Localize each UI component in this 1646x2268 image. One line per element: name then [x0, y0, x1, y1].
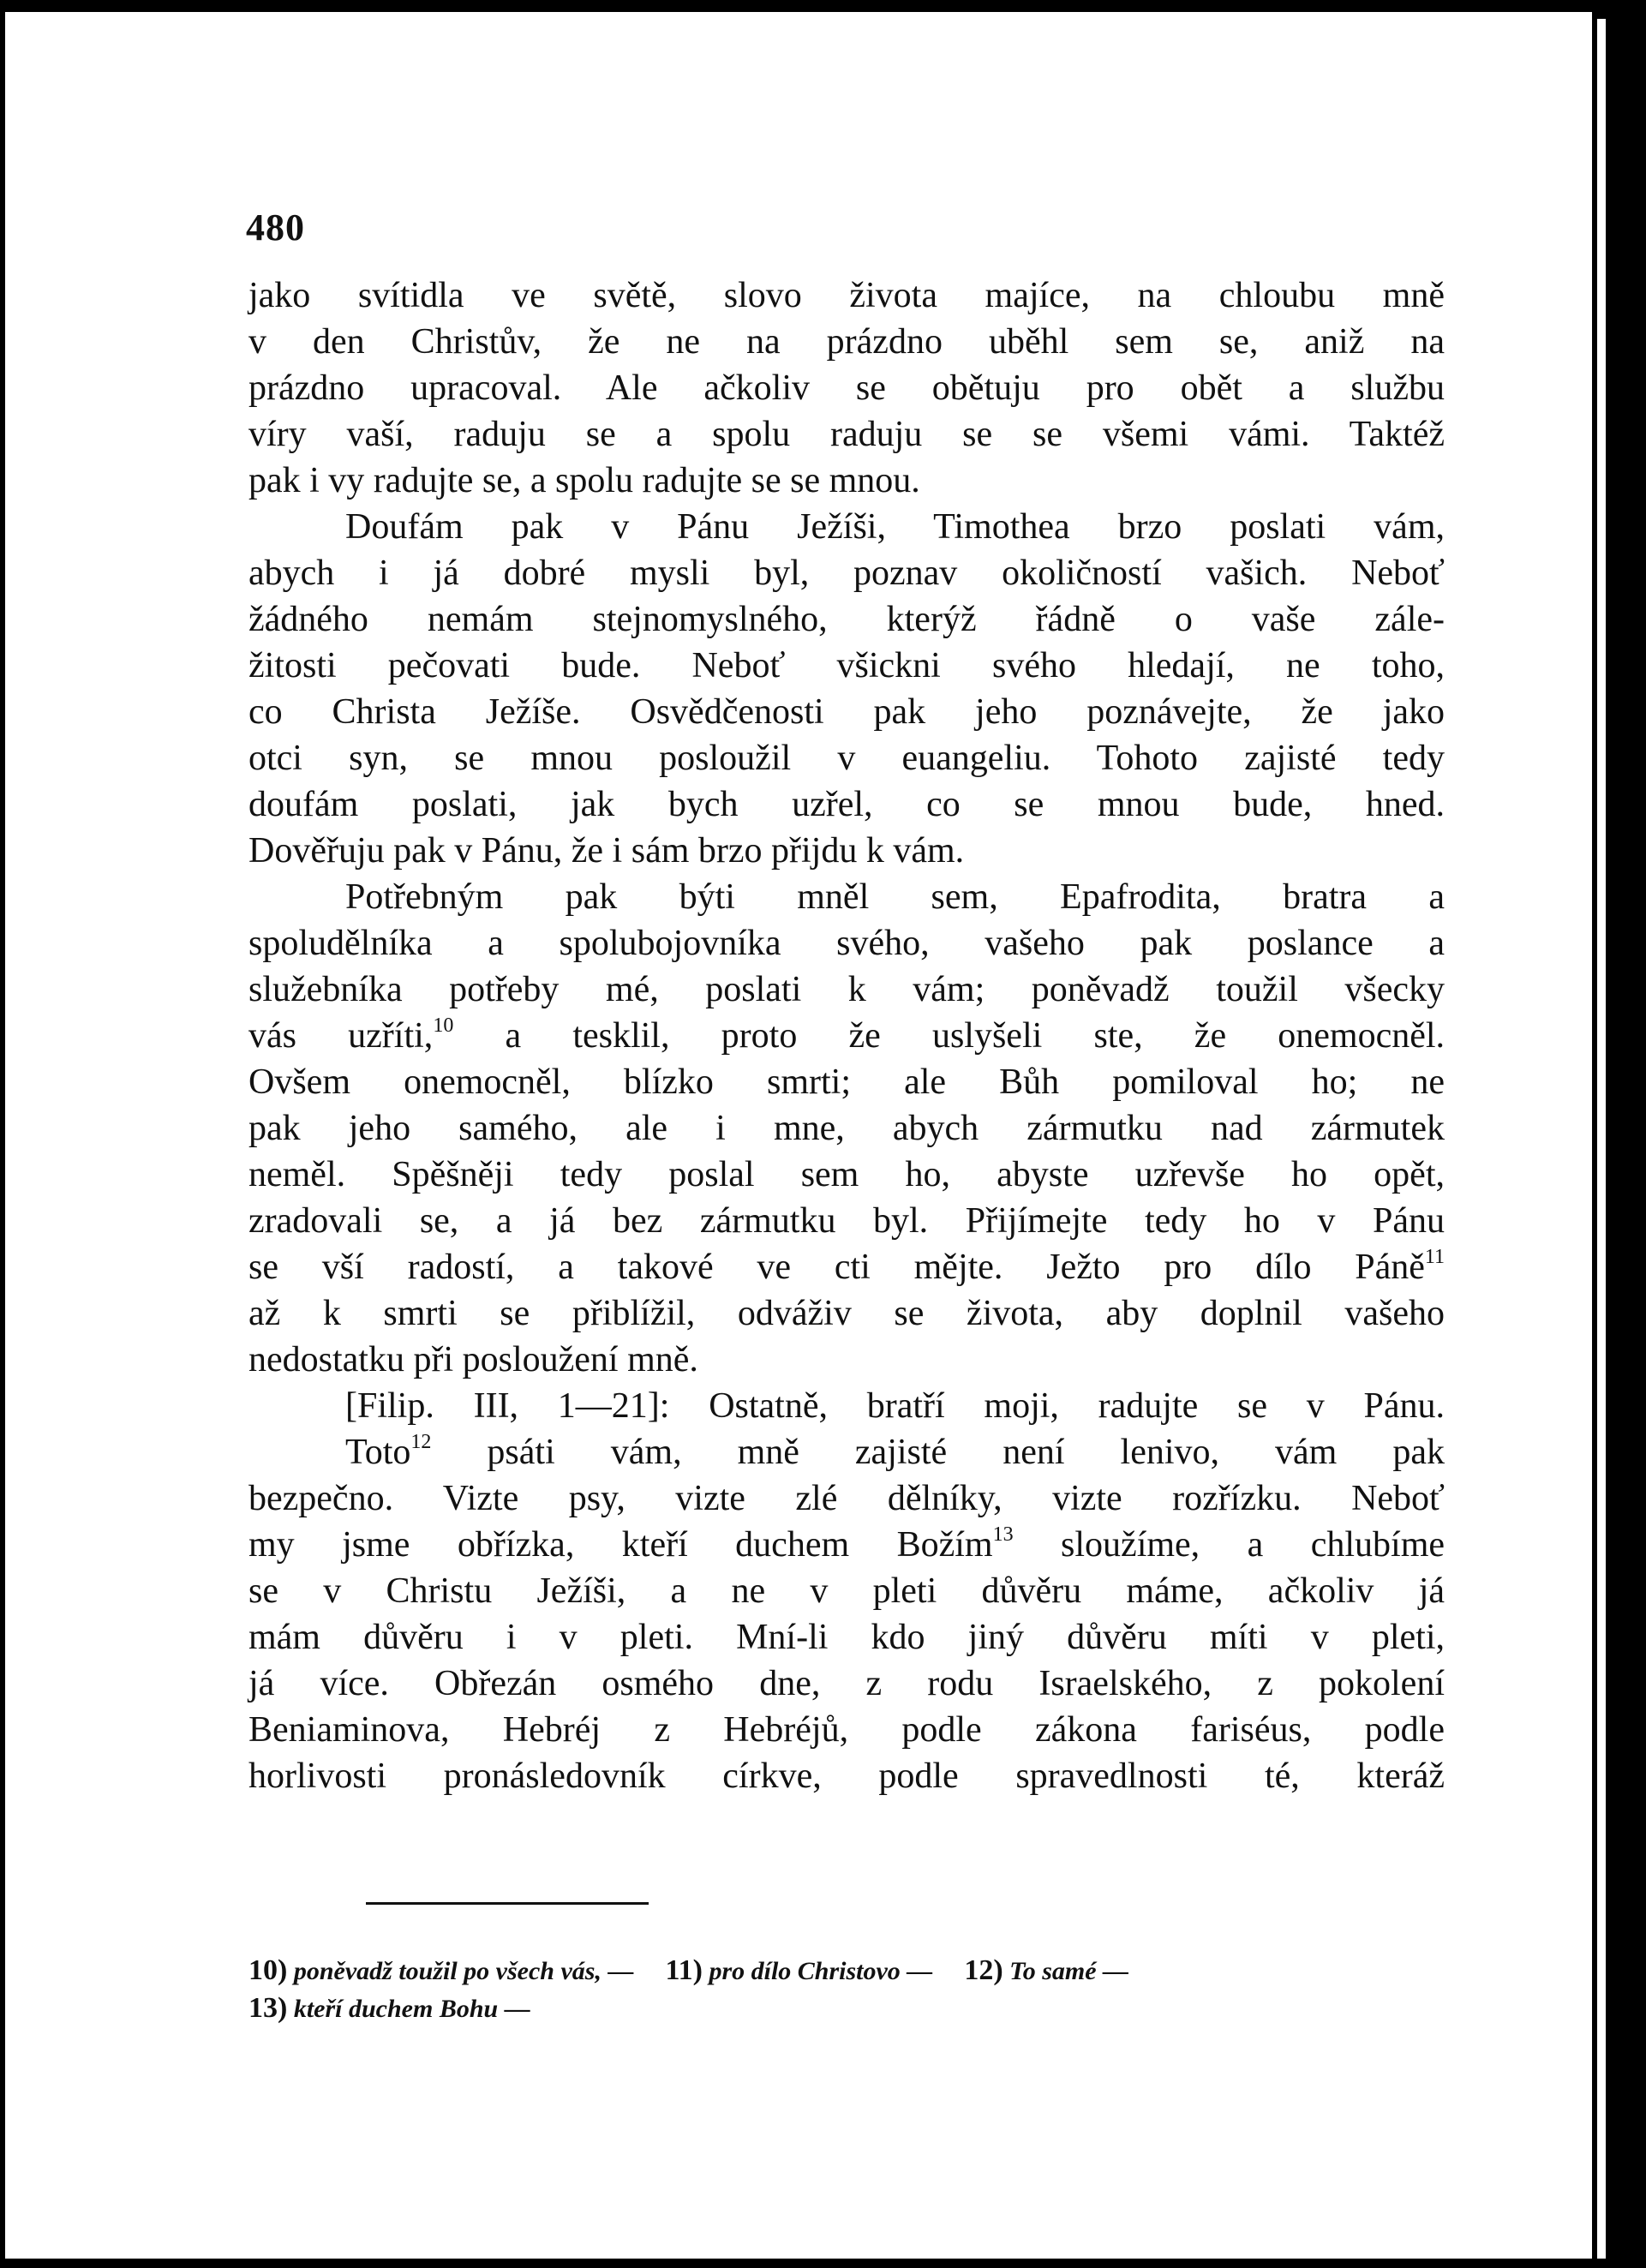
footnote-text: poněvadž toužil po všech vás, —	[293, 1957, 634, 1985]
text-line: jako svítidla ve světě, slovo života majíce, na chloubu mně	[248, 276, 1445, 315]
text-segment: a tesklil, proto že uslyšeli ste, že onemocněl.	[505, 1016, 1445, 1056]
footnote-number: 13)	[248, 1992, 288, 2024]
text-line: co Christa Ježíše. Osvědčenosti pak jeho poznávejte, že jako	[248, 692, 1445, 732]
footnote-line	[248, 1990, 1445, 2027]
footnote-text: pro dílo Christovo —	[709, 1957, 933, 1985]
text-line: neměl. Spěšněji tedy poslal sem ho, abyste uzřevše ho opět,	[248, 1155, 1445, 1194]
text-segment: sloužíme, a chlubíme	[1061, 1525, 1445, 1565]
text-line: se v Christu Ježíši, a ne v pleti důvěru máme, ačkoliv já	[248, 1571, 1445, 1611]
text-line: nedostatku při posloužení mně.	[248, 1340, 698, 1379]
footnotes	[248, 1952, 1445, 2027]
text-line	[248, 1429, 1445, 1475]
text-segment: Toto	[345, 1433, 411, 1472]
footnote-number: 11)	[665, 1954, 703, 1986]
scan-bottom-edge	[0, 2259, 1646, 2268]
scan-top-edge	[0, 0, 1646, 12]
scan-right-gap	[1597, 19, 1606, 2268]
text-line: až k smrti se přiblížil, odváživ se života, aby doplnil vašeho	[248, 1294, 1445, 1333]
text-line	[248, 1244, 1445, 1290]
text-line: Beniaminova, Hebréj z Hebréjů, podle zákona fariséus, podle	[248, 1710, 1445, 1750]
footnote-ref-13: 13	[992, 1523, 1014, 1546]
footnote-ref-11: 11	[1424, 1246, 1445, 1268]
text-line: mám důvěru i v pleti. Mní-li kdo jiný důvěru míti v pleti,	[248, 1618, 1445, 1657]
footnote-ref-12: 12	[410, 1431, 432, 1453]
text-line: zradovali se, a já bez zármutku byl. Přijímejte tedy ho v Pánu	[248, 1201, 1445, 1241]
text-line: doufám poslati, jak bych uzřel, co se mnou bude, hned.	[248, 785, 1445, 824]
text-line: služebníka potřeby mé, poslati k vám; poněvadž toužil všecky	[248, 970, 1445, 1009]
text-line: otci syn, se mnou posloužil v euangeliu. Tohoto zajisté tedy	[248, 739, 1445, 778]
text-line	[248, 1013, 1445, 1059]
text-segment: se vší radostí, a takové ve cti mějte. Ježto pro dílo Páně	[248, 1248, 1425, 1287]
text-line	[248, 1522, 1445, 1568]
footnote-line	[248, 1952, 1445, 1990]
text-line: pak jeho samého, ale i mne, abych zármutku nad zármutek	[248, 1109, 1445, 1148]
text-line: já více. Obřezán osmého dne, z rodu Israelského, z pokolení	[248, 1664, 1445, 1703]
body-text	[248, 272, 1445, 1799]
text-line: horlivosti pronásledovník církve, podle spravedlnosti té, kteráž	[248, 1756, 1445, 1796]
text-segment: my jsme obřízka, kteří duchem Božím	[248, 1525, 993, 1565]
text-line: Potřebným pak býti mněl sem, Epafrodita, bratra a	[345, 877, 1445, 917]
text-segment: psáti vám, mně zajisté není lenivo, vám pak	[487, 1433, 1445, 1472]
text-line: v den Christův, že ne na prázdno uběhl sem se, aniž na	[248, 322, 1445, 362]
footnote-number: 10)	[248, 1954, 288, 1986]
text-line: Doufám pak v Pánu Ježíši, Timothea brzo poslati vám,	[345, 507, 1445, 547]
text-line: bezpečno. Vizte psy, vizte zlé dělníky, vizte rozřízku. Neboť	[248, 1479, 1445, 1518]
scan-left-edge	[0, 0, 5, 2268]
footnote-ref-10: 10	[433, 1014, 454, 1037]
text-line: žádného nemám stejnomyslného, kterýž řádně o vaše zále-	[248, 600, 1445, 639]
footnote-text: kteří duchem Bohu —	[293, 1995, 530, 2023]
text-line: spoludělníka a spolubojovníka svého, vašeho pak poslance a	[248, 924, 1445, 963]
text-line: žitosti pečovati bude. Neboť všickni svého hledají, ne toho,	[248, 646, 1445, 685]
text-line: víry vaší, raduju se a spolu raduju se se všemi vámi. Taktéž	[248, 415, 1445, 454]
footnote-divider	[366, 1902, 649, 1905]
text-line: prázdno upracoval. Ale ačkoliv se obětuju pro obět a službu	[248, 368, 1445, 408]
text-line: [Filip. III, 1—21]: Ostatně, bratří moji, radujte se v Pánu.	[345, 1386, 1445, 1426]
footnote-number: 12)	[964, 1954, 1003, 1986]
text-line: abych i já dobré mysli byl, poznav okoličností vašich. Neboť	[248, 554, 1445, 593]
page-number: 480	[246, 206, 305, 248]
text-line: pak i vy radujte se, a spolu radujte se se mnou.	[248, 461, 920, 500]
text-line: Ovšem onemocněl, blízko smrti; ale Bůh pomiloval ho; ne	[248, 1062, 1445, 1102]
footnote-text: To samé —	[1009, 1957, 1129, 1985]
text-segment: vás uzříti,	[248, 1016, 434, 1056]
text-line: Dověřuju pak v Pánu, že i sám brzo přijdu k vám.	[248, 831, 965, 871]
